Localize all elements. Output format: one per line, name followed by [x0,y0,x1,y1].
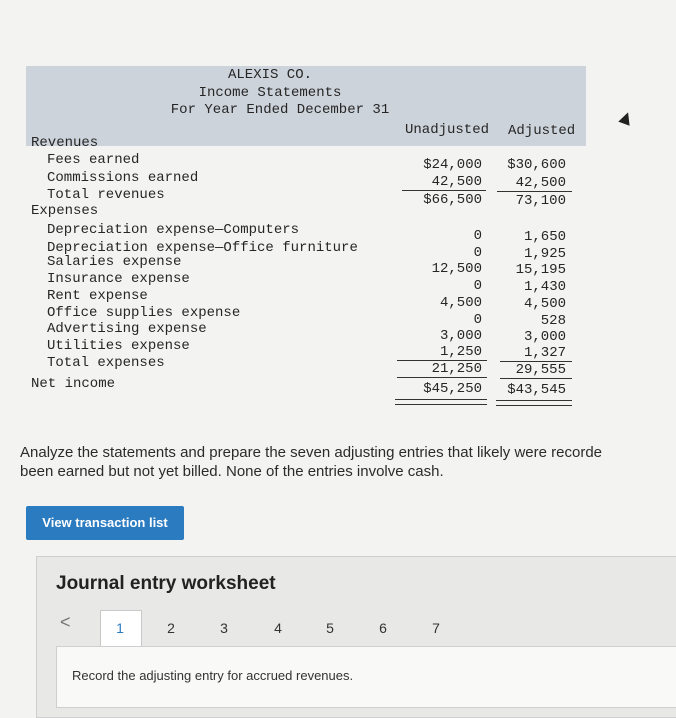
expense-label: Office supplies expense [47,305,241,321]
revenue-adjusted: 73,100 [515,193,566,209]
expense-unadjusted: 3,000 [439,328,482,344]
subtotal-rule [500,378,572,379]
revenue-adjusted: 42,500 [515,175,566,191]
revenue-adjusted: $30,600 [507,157,566,173]
revenue-label: Fees earned [47,152,140,168]
total-double-rule [395,399,487,405]
expense-label: Rent expense [47,288,148,304]
expense-unadjusted: 0 [473,278,482,294]
expense-unadjusted: 0 [473,228,482,244]
expense-label: Depreciation expense—Computers [47,222,300,238]
revenue-label: Total revenues [47,187,165,203]
statement-title: Income Statements [198,85,342,101]
expense-unadjusted: 0 [473,312,482,328]
expense-adjusted: 4,500 [523,296,566,312]
expense-adjusted: 29,555 [515,362,566,378]
expense-label: Advertising expense [47,321,207,337]
expense-label: Insurance expense [47,271,190,287]
column-header-adjusted: Adjusted [508,123,576,139]
company-name: ALEXIS CO. [227,67,312,83]
question-line: Analyze the statements and prepare the seven adjusting entries that likely were recorde [20,444,602,461]
tab-step-5[interactable]: 5 [326,620,334,636]
expense-adjusted: 15,195 [515,262,566,278]
worksheet-title: Journal entry worksheet [56,573,276,594]
expense-adjusted: 1,327 [523,345,566,361]
expense-adjusted: 1,430 [523,279,566,295]
revenue-unadjusted: $24,000 [423,157,482,173]
revenue-unadjusted: 42,500 [431,174,482,190]
tab-step-3[interactable]: 3 [220,620,228,636]
revenue-label: Commissions earned [47,170,199,186]
subtotal-rule [402,190,486,191]
expense-adjusted: 3,000 [523,329,566,345]
previous-arrow-icon[interactable]: < [60,612,71,632]
expense-label: Total expenses [47,355,165,371]
net-income-unadjusted: $45,250 [423,381,482,397]
tab-step-7[interactable]: 7 [432,620,440,636]
expense-label: Utilities expense [47,338,190,354]
expense-unadjusted: 0 [473,245,482,261]
tab-step-2[interactable]: 2 [167,620,175,636]
view-transaction-list-button[interactable]: View transaction list [26,506,184,540]
net-income-adjusted: $43,545 [507,382,566,398]
statement-period: For Year Ended December 31 [170,102,390,118]
tab-step-6[interactable]: 6 [379,620,387,636]
revenue-unadjusted: $66,500 [423,192,482,208]
expense-adjusted: 1,925 [523,246,566,262]
pointer-cursor-icon [618,110,633,125]
step-label-active[interactable]: 1 [116,620,124,636]
expense-unadjusted: 4,500 [439,295,482,311]
expenses-heading: Expenses [31,203,99,219]
subtotal-rule [397,377,487,378]
expense-unadjusted: 1,250 [439,344,482,360]
revenues-heading: Revenues [31,135,99,151]
subtotal-rule [497,191,572,192]
total-double-rule [496,400,572,406]
entry-instruction-text: Record the adjusting entry for accrued revenues. [72,668,354,683]
column-header-unadjusted: Unadjusted [405,122,490,138]
expense-label: Salaries expense [47,254,182,270]
tab-step-4[interactable]: 4 [274,620,282,636]
expense-label: Depreciation expense—Office furniture [47,240,358,256]
expense-unadjusted: 12,500 [431,261,482,277]
expense-adjusted: 1,650 [523,229,566,245]
expense-unadjusted: 21,250 [431,361,482,377]
question-text [20,443,676,481]
question-line: been earned but not yet billed. None of the entries involve cash. [20,463,444,480]
net-income-label: Net income [31,376,116,392]
expense-adjusted: 528 [540,313,566,329]
